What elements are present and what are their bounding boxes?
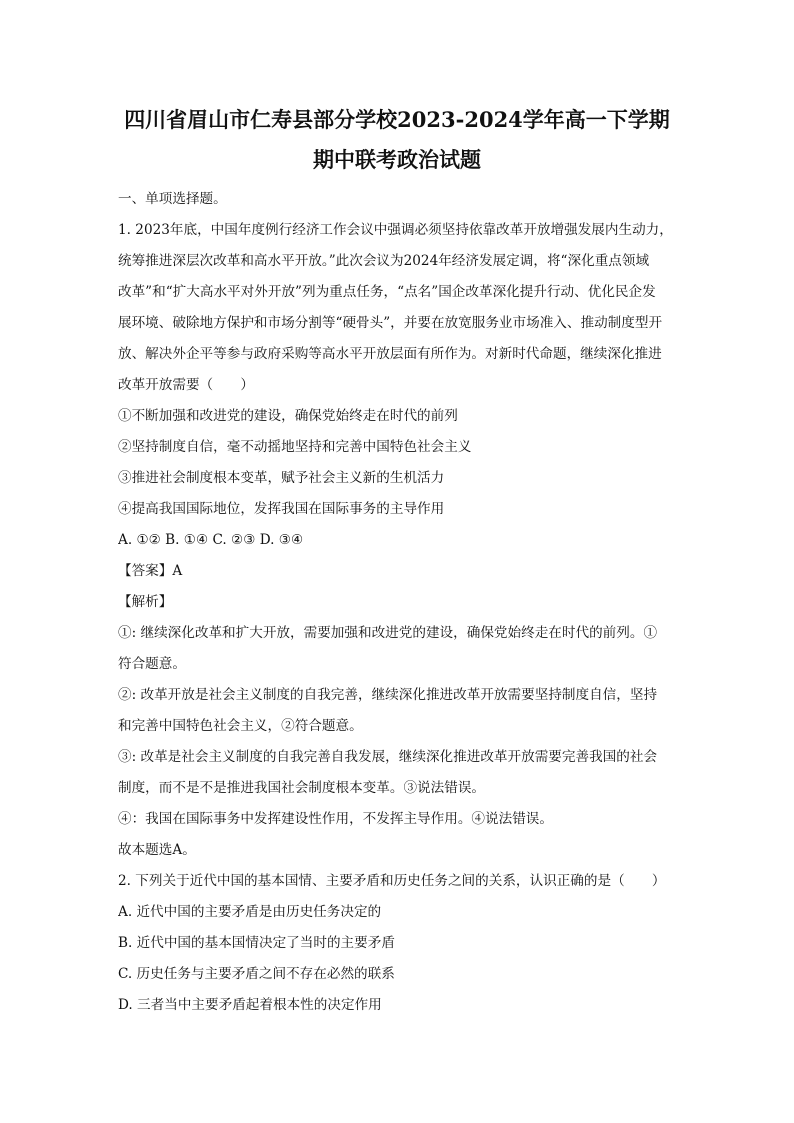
q1-statement: ①不断加强和改进党的建设，确保党始终走在时代的前列 — [118, 408, 458, 424]
q1-analysis-line: 制度，而不是不是推进我国社会制度根本变革。③说法错误。 — [118, 780, 486, 796]
q2-stem: 2. 下列关于近代中国的基本国情、主要矛盾和历史任务之间的关系，认识正确的是（ ） — [118, 873, 666, 889]
q1-analysis-line: 和完善中国特色社会主义，②符合题意。 — [118, 718, 363, 734]
q1-answer: 【答案】A — [118, 563, 183, 579]
q2-option-b: B. 近代中国的基本国情决定了当时的主要矛盾 — [118, 935, 395, 951]
document-title-line-2: 期中联考政治试题 — [313, 147, 481, 172]
q1-analysis-heading: 【解析】 — [118, 594, 173, 610]
question-1 — [118, 215, 794, 866]
q1-stem-line: 统筹推进深层次改革和高水平开放。”此次会议为2024年经济发展定调，将“深化重点领域 — [118, 253, 650, 269]
q1-analysis-line: ②: 改革开放是社会主义制度的自我完善，继续深化推进改革开放需要坚持制度自信，坚持 — [118, 687, 658, 703]
document-title-line-1: 四川省眉山市仁寿县部分学校2023-2024学年高一下学期 — [124, 107, 670, 132]
q1-stem-line: 放、解决外企平等参与政府采购等高水平开放层面有所作为。对新时代命题，继续深化推进 — [118, 346, 662, 362]
q1-analysis-line: 符合题意。 — [118, 656, 186, 672]
q2-option-d: D. 三者当中主要矛盾起着根本性的决定作用 — [118, 997, 382, 1013]
q1-statement: ③推进社会制度根本变革，赋予社会主义新的生机活力 — [118, 470, 445, 486]
q1-statement: ④提高我国国际地位，发挥我国在国际事务的主导作用 — [118, 501, 445, 517]
q2-option-c: C. 历史任务与主要矛盾之间不存在必然的联系 — [118, 966, 395, 982]
q1-analysis-line: 故本题选A。 — [118, 842, 196, 858]
q1-options: A. ①② B. ①④ C. ②③ D. ③④ — [118, 532, 304, 548]
q1-statement: ②坚持制度自信，毫不动摇地坚持和完善中国特色社会主义 — [118, 439, 472, 455]
q2-option-a: A. 近代中国的主要矛盾是由历史任务决定的 — [118, 904, 382, 920]
q1-stem-line: 展环境、破除地方保护和市场分割等“硬骨头”，并要在放宽服务业市场准入、推动制度型开 — [118, 315, 663, 331]
q1-stem-line: 改革开放需要（ ） — [118, 377, 254, 393]
q1-stem-line: 改革”和“扩大高水平对外开放”列为重点任务，“点名”国企改革深化提升行动、优化民企发 — [118, 284, 656, 300]
q1-analysis-line: ①: 继续深化改革和扩大开放，需要加强和改进党的建设，确保党始终走在时代的前列。① — [118, 625, 658, 641]
q1-analysis-line: ④：我国在国际事务中发挥建设性作用，不发挥主导作用。④说法错误。 — [118, 811, 553, 827]
q1-analysis-line: ③: 改革是社会主义制度的自我完善自我发展，继续深化推进改革开放需要完善我国的社会 — [118, 749, 658, 765]
section-heading: 一、单项选择题。 — [118, 191, 227, 207]
q1-stem-line: 1. 2023年底，中国年度例行经济工作会议中强调必须坚持依靠改革开放增强发展内生动力， — [118, 222, 673, 238]
question-2 — [118, 866, 794, 1021]
